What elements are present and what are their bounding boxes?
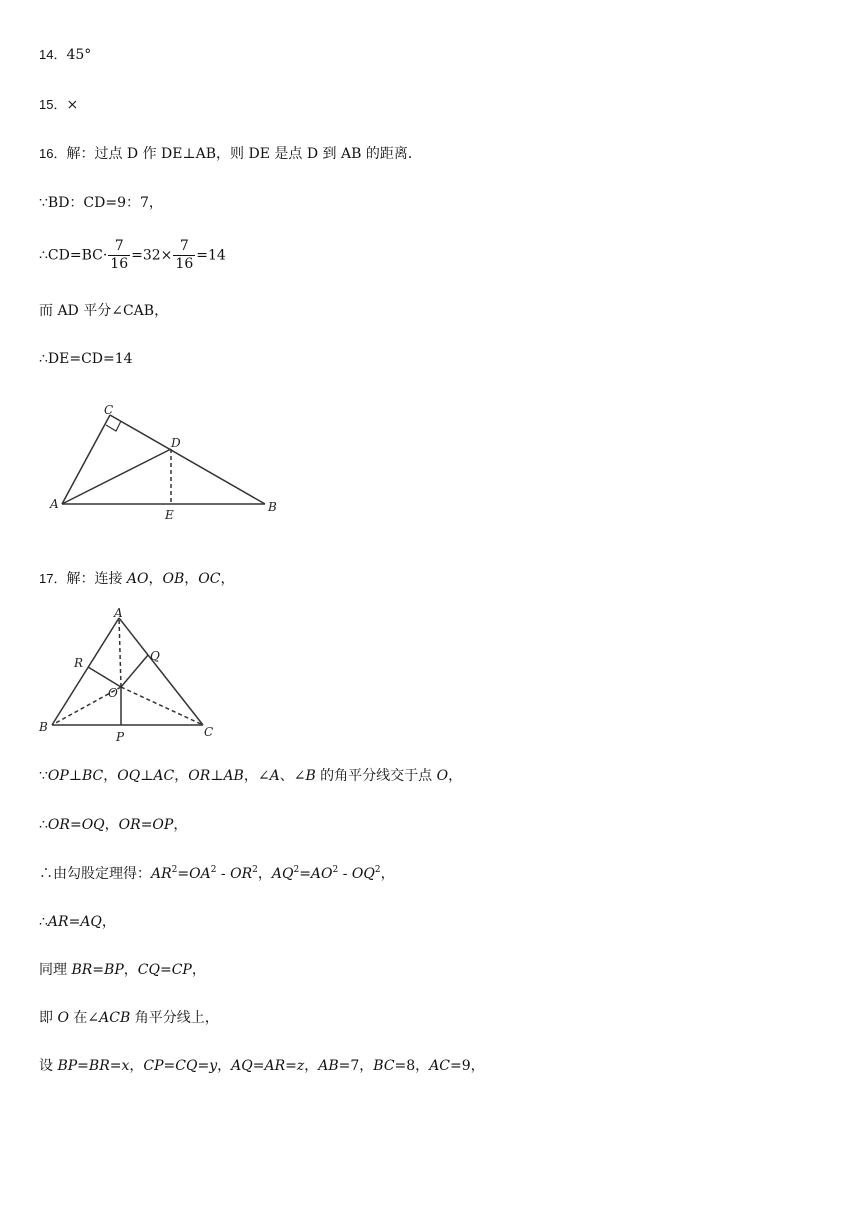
text-segment: ，	[173, 817, 188, 833]
label-q: Q	[150, 649, 160, 663]
text-segment: ，	[257, 866, 272, 882]
text-segment: ∵	[39, 768, 48, 784]
solution-text: 解：过点 D 作 DE⊥AB，则 DE 是点 D 到 AB 的距离．	[66, 146, 422, 162]
text-segment: =	[197, 1058, 210, 1074]
var: BC	[373, 1058, 395, 1074]
label-c: C	[104, 403, 114, 417]
text-segment: ，	[184, 571, 199, 587]
text-segment: ∴	[39, 817, 48, 833]
fraction	[173, 238, 195, 273]
segment-oq	[121, 655, 148, 687]
var: OQ	[351, 866, 375, 882]
q17-line-7	[39, 1057, 485, 1075]
text-segment: =	[109, 1058, 122, 1074]
var: OC	[198, 571, 221, 587]
answer-text: 45°	[66, 47, 92, 63]
var: OP	[47, 768, 69, 784]
text-segment: =	[69, 817, 82, 833]
text-segment: ⊥	[140, 768, 154, 784]
text-segment: =	[285, 1058, 297, 1074]
var: O	[57, 1010, 69, 1026]
var: CP	[143, 1058, 164, 1074]
text-segment: ⊥	[68, 768, 82, 784]
answer-text: ×	[66, 97, 79, 113]
q17-line-5	[39, 961, 206, 979]
var: ACB	[99, 1010, 131, 1026]
q17-intro	[39, 570, 234, 588]
var: CQ	[137, 962, 160, 978]
text-segment: ，	[448, 768, 463, 784]
side-ac	[119, 618, 203, 725]
var: OQ	[81, 817, 105, 833]
var: AR	[151, 866, 172, 882]
var: AB	[223, 768, 244, 784]
label-r: R	[74, 656, 84, 670]
side-ca	[62, 415, 110, 504]
text-segment: ，	[104, 817, 119, 833]
fraction-numerator: 7	[108, 238, 130, 256]
var: O	[436, 768, 449, 784]
label-e: E	[165, 508, 174, 522]
var: B	[305, 768, 316, 784]
label-a: A	[114, 606, 123, 620]
var: AQ	[271, 866, 294, 882]
var: BP	[104, 962, 124, 978]
label-b: B	[268, 500, 277, 514]
label-d: D	[171, 436, 181, 450]
var: AR	[264, 1058, 286, 1074]
label-p: P	[116, 730, 125, 744]
exponent: 2	[332, 865, 339, 875]
exponent: 2	[171, 865, 178, 875]
text-segment: 、∠	[279, 768, 306, 784]
var: OQ	[117, 768, 141, 784]
text-segment: ∴	[39, 914, 48, 930]
var: BR	[88, 1058, 110, 1074]
text-segment: =	[77, 1058, 89, 1074]
text-segment: =	[177, 866, 190, 882]
text-segment: =9，	[450, 1058, 485, 1074]
var: OB	[162, 571, 185, 587]
q16-line-3	[39, 238, 226, 273]
q17-line-4	[39, 913, 116, 931]
text-segment: =	[68, 914, 81, 930]
text-segment: =	[252, 1058, 265, 1074]
var: OR	[118, 817, 141, 833]
segment-oa	[119, 618, 121, 687]
text-segment: 解：连接	[66, 571, 127, 587]
text-segment: ，	[217, 1058, 232, 1074]
q16-triangle-figure	[40, 400, 290, 525]
segment-or	[88, 667, 121, 687]
text-segment: ⊥	[210, 768, 224, 784]
var: CQ	[175, 1058, 198, 1074]
var: AR	[47, 914, 69, 930]
text-segment: 的角平分线交于点	[315, 768, 437, 784]
text-segment: =	[92, 962, 105, 978]
text-segment: =8，	[394, 1058, 430, 1074]
text-segment: ，	[123, 962, 138, 978]
side-cb	[110, 415, 265, 504]
var: BR	[71, 962, 93, 978]
var: A	[269, 768, 280, 784]
q17-line-1	[39, 767, 462, 785]
text-segment: 即	[39, 1010, 58, 1026]
text-segment: ，	[191, 962, 206, 978]
text-segment: ，	[380, 866, 395, 882]
text-segment: =	[140, 817, 153, 833]
var: AO	[126, 571, 149, 587]
text-segment: 设	[39, 1058, 58, 1074]
var: AC	[429, 1058, 451, 1074]
var: OR	[188, 768, 211, 784]
text-segment: ，	[174, 768, 189, 784]
text-segment: =7，	[338, 1058, 374, 1074]
text-segment: ，	[101, 914, 116, 930]
var: y	[209, 1058, 218, 1074]
text-segment: ，	[103, 768, 118, 784]
var: x	[121, 1058, 130, 1074]
text-segment: ，	[220, 571, 235, 587]
label-a: A	[50, 497, 59, 511]
exponent: 2	[252, 865, 258, 875]
question-number: 16．	[39, 146, 67, 161]
text-segment: =	[163, 1058, 176, 1074]
text-segment: -	[216, 866, 231, 882]
fraction-denominator: 16	[175, 256, 194, 272]
q16-line-5: ∴DE=CD=14	[39, 351, 133, 367]
question-number: 17．	[39, 571, 67, 586]
var: CP	[171, 962, 192, 978]
var: AO	[310, 866, 333, 882]
text-segment: 角平分线上，	[130, 1010, 219, 1026]
text-segment: ，	[129, 1058, 144, 1074]
exponent: 2	[210, 865, 217, 875]
text-segment: =	[159, 962, 172, 978]
var: AQ	[80, 914, 102, 930]
text-segment: ∴由勾股定理得：	[39, 866, 151, 882]
right-angle-mark	[106, 421, 121, 431]
question-number: 15．	[39, 97, 67, 112]
text-segment: 在∠	[68, 1010, 100, 1026]
text-segment: ，	[304, 1058, 319, 1074]
label-c: C	[204, 725, 214, 739]
text-segment: =14	[196, 247, 226, 264]
q16-line-4: 而 AD 平分∠CAB，	[39, 303, 169, 319]
var: AQ	[231, 1058, 253, 1074]
q17-line-6	[39, 1009, 219, 1027]
fraction	[108, 238, 130, 273]
q17-triangle-figure	[38, 605, 218, 747]
var: OA	[189, 866, 211, 882]
var: AC	[153, 768, 175, 784]
text-segment: 同理	[39, 962, 72, 978]
answer-15	[39, 96, 78, 114]
fraction-denominator: 16	[110, 256, 129, 272]
segment-oc	[121, 687, 203, 725]
text-segment: =	[299, 866, 311, 882]
var: OP	[152, 817, 174, 833]
text-segment: =32×	[131, 247, 173, 264]
label-o: O	[108, 686, 118, 700]
text-segment: ∴CD=BC·	[39, 247, 108, 264]
var: AB	[318, 1058, 339, 1074]
var: OR	[230, 866, 253, 882]
fraction-numerator: 7	[173, 238, 195, 256]
text-segment: ，∠	[243, 768, 270, 784]
q16-line-1	[39, 145, 422, 163]
exponent: 2	[293, 865, 300, 875]
segment-ad	[62, 449, 171, 504]
answer-14	[39, 46, 91, 64]
text-segment: ，	[148, 571, 163, 587]
side-ab	[52, 618, 119, 725]
var: BC	[82, 768, 104, 784]
var: BP	[57, 1058, 78, 1074]
label-b: B	[39, 720, 48, 734]
q17-line-3	[39, 865, 395, 883]
var: z	[296, 1058, 305, 1074]
text-segment: -	[338, 866, 352, 882]
var: OR	[47, 817, 70, 833]
question-number: 14．	[39, 47, 67, 62]
exponent: 2	[374, 865, 381, 875]
q16-line-2: ∵BD：CD=9：7，	[39, 195, 163, 211]
q17-line-2	[39, 816, 187, 834]
